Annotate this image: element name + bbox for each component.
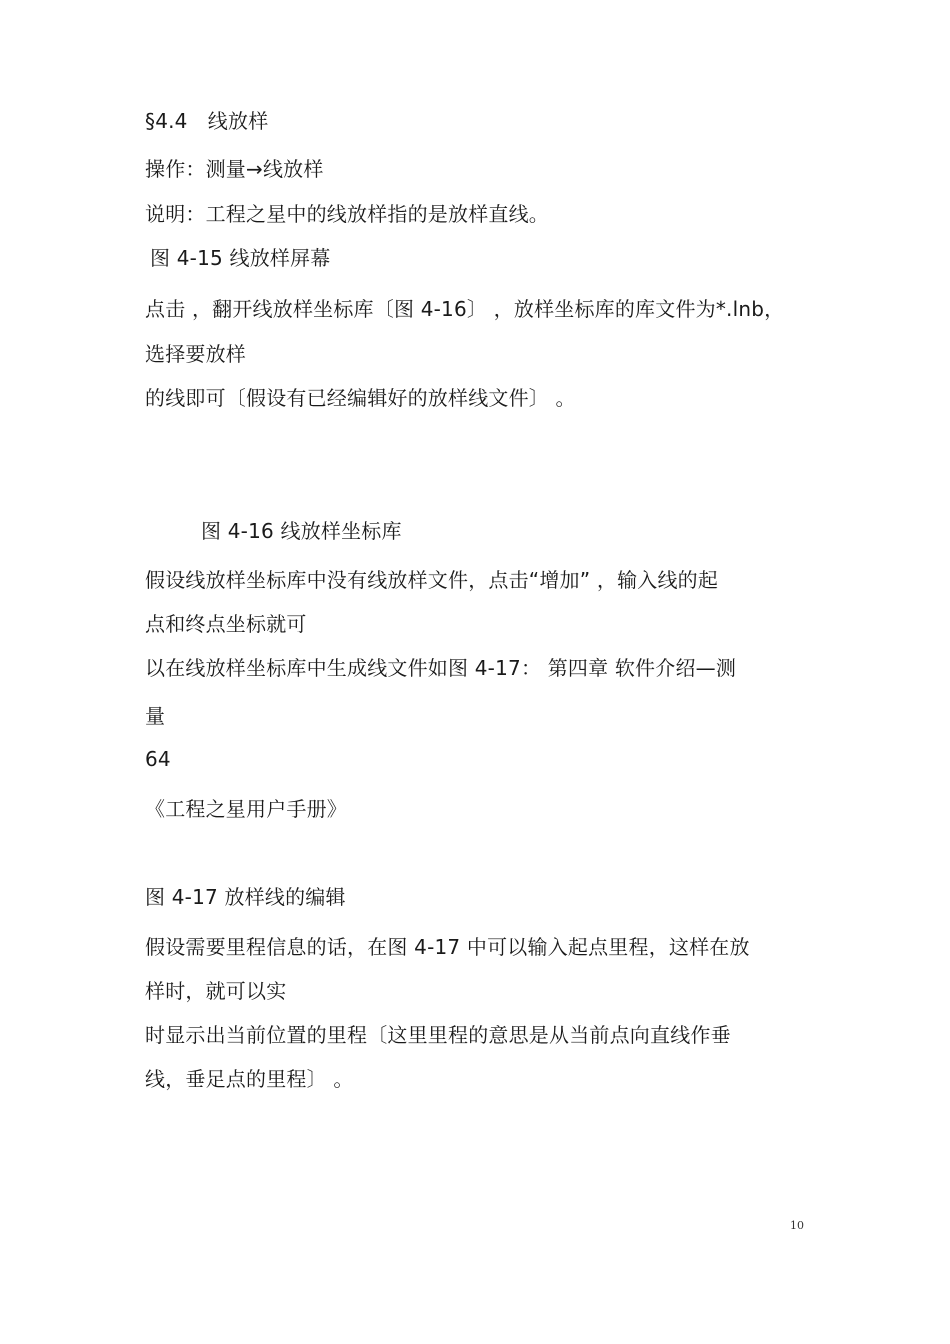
figure-caption-4-16: 图 4-16 线放样坐标库 [201,519,402,543]
section-heading: §4.4 线放样 [145,109,269,133]
paragraph-1-line-1: 点击 ，翻开线放样坐标库〔图 4-16〕 ，放样坐标库的库文件为*.lnb， [145,297,785,321]
paragraph-1-line-2: 选择要放样 [145,342,246,366]
running-page-number: 64 [145,747,171,771]
operation-line: 操作：测量→线放样 [145,157,324,181]
paragraph-3-line-3: 时显示出当前位置的里程〔这里里程的意思是从当前点向直线作垂 [145,1023,731,1047]
paragraph-2-line-4: 量 [145,704,166,728]
figure-caption-4-17: 图 4-17 放样线的编辑 [145,885,346,909]
paragraph-3-line-1: 假设需要里程信息的话，在图 4-17 中可以输入起点里程，这样在放 [145,935,750,959]
manual-title: 《工程之星用户手册》 [145,797,347,821]
paragraph-2-line-1: 假设线放样坐标库中没有线放样文件，点击“增加” ，输入线的起 [145,568,719,592]
paragraph-2-line-2: 点和终点坐标就可 [145,612,307,636]
page-number: 10 [790,1219,804,1232]
paragraph-1-line-3: 的线即可〔假设有已经编辑好的放样线文件〕 。 [145,386,576,410]
paragraph-3-line-4: 线，垂足点的里程〕 。 [145,1067,354,1091]
paragraph-2-line-3: 以在线放样坐标库中生成线文件如图 4-17： 第四章 软件介绍—测 [145,656,737,680]
figure-caption-4-15: 图 4-15 线放样屏幕 [150,246,331,270]
paragraph-3-line-2: 样时，就可以实 [145,979,287,1003]
description-line: 说明：工程之星中的线放样指的是放样直线。 [145,202,549,226]
